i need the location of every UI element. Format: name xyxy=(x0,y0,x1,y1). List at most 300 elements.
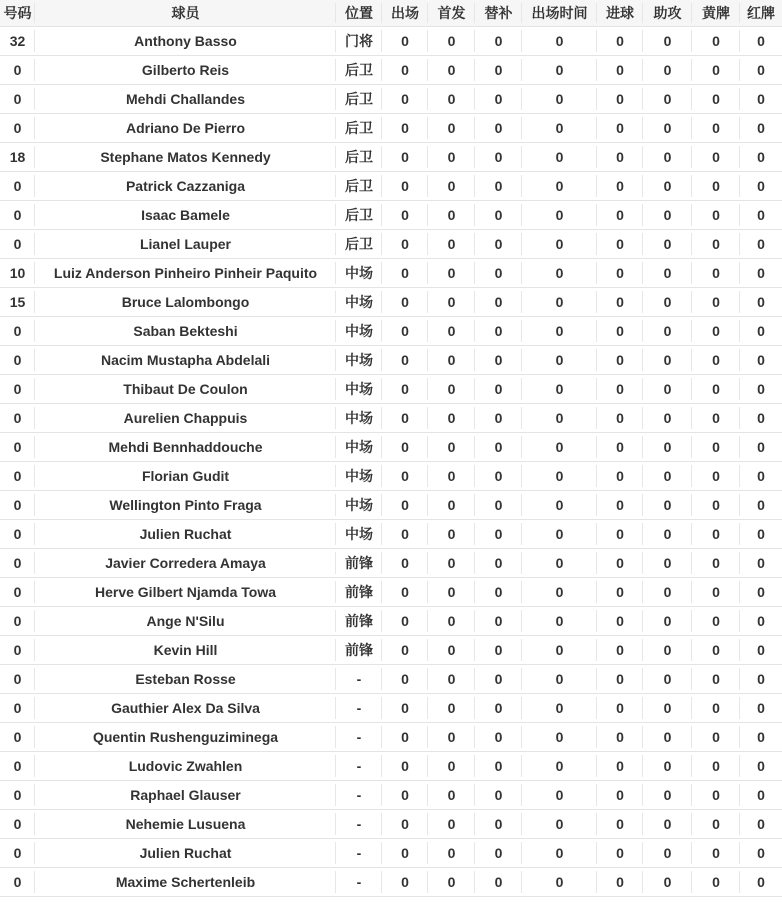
stat-substitute-cell: 0 xyxy=(475,142,522,171)
player-number-cell: 0 xyxy=(0,345,35,374)
stat-substitute-cell: 0 xyxy=(475,838,522,867)
player-position-cell: 中场 xyxy=(336,461,382,490)
player-position-cell: 前锋 xyxy=(336,635,382,664)
player-number-cell: 0 xyxy=(0,490,35,519)
stat-assists-cell: 0 xyxy=(643,635,692,664)
stat-substitute-cell: 0 xyxy=(475,635,522,664)
stat-starts-cell: 0 xyxy=(428,606,475,635)
stat-appearances-cell: 0 xyxy=(382,287,428,316)
player-position-cell: 后卫 xyxy=(336,142,382,171)
stat-yellow-cell: 0 xyxy=(692,258,740,287)
player-number-cell: 0 xyxy=(0,722,35,751)
table-row xyxy=(0,55,782,84)
stat-red-cell: 0 xyxy=(740,316,782,345)
stat-goals-cell: 0 xyxy=(597,519,643,548)
stat-assists-cell: 0 xyxy=(643,142,692,171)
table-row xyxy=(0,84,782,113)
stat-starts-cell: 0 xyxy=(428,26,475,55)
stat-assists-cell: 0 xyxy=(643,374,692,403)
player-position-cell: 中场 xyxy=(336,403,382,432)
stat-appearances-cell: 0 xyxy=(382,461,428,490)
stat-appearances-cell: 0 xyxy=(382,722,428,751)
stat-appearances-cell: 0 xyxy=(382,664,428,693)
stat-goals-cell: 0 xyxy=(597,258,643,287)
stat-minutes-cell: 0 xyxy=(522,519,597,548)
stat-appearances-cell: 0 xyxy=(382,229,428,258)
stat-red-cell: 0 xyxy=(740,780,782,809)
stat-goals-cell: 0 xyxy=(597,490,643,519)
stat-yellow-cell: 0 xyxy=(692,345,740,374)
stat-substitute-cell: 0 xyxy=(475,316,522,345)
stat-minutes-cell: 0 xyxy=(522,287,597,316)
stat-appearances-cell: 0 xyxy=(382,867,428,896)
stat-substitute-cell: 0 xyxy=(475,229,522,258)
stat-yellow-cell: 0 xyxy=(692,519,740,548)
stat-red-cell: 0 xyxy=(740,258,782,287)
player-number-cell: 0 xyxy=(0,809,35,838)
stat-yellow-cell: 0 xyxy=(692,838,740,867)
stat-assists-cell: 0 xyxy=(643,113,692,142)
player-number-cell: 10 xyxy=(0,258,35,287)
stat-red-cell: 0 xyxy=(740,577,782,606)
col-header-number: 号码 xyxy=(0,0,35,26)
stat-minutes-cell: 0 xyxy=(522,664,597,693)
stat-appearances-cell: 0 xyxy=(382,26,428,55)
stat-assists-cell: 0 xyxy=(643,664,692,693)
stat-minutes-cell: 0 xyxy=(522,490,597,519)
stat-yellow-cell: 0 xyxy=(692,490,740,519)
stat-yellow-cell: 0 xyxy=(692,577,740,606)
player-position-cell: - xyxy=(336,867,382,896)
stat-yellow-cell: 0 xyxy=(692,287,740,316)
player-name-cell: Ange N'Silu xyxy=(35,606,336,635)
stat-red-cell: 0 xyxy=(740,229,782,258)
player-number-cell: 0 xyxy=(0,55,35,84)
stat-yellow-cell: 0 xyxy=(692,722,740,751)
player-name-cell: Raphael Glauser xyxy=(35,780,336,809)
stat-red-cell: 0 xyxy=(740,809,782,838)
stat-starts-cell: 0 xyxy=(428,461,475,490)
stat-yellow-cell: 0 xyxy=(692,432,740,461)
stat-starts-cell: 0 xyxy=(428,142,475,171)
stat-minutes-cell: 0 xyxy=(522,751,597,780)
stat-red-cell: 0 xyxy=(740,345,782,374)
stat-red-cell: 0 xyxy=(740,461,782,490)
stat-starts-cell: 0 xyxy=(428,693,475,722)
table-header-row xyxy=(0,0,782,26)
player-position-cell: - xyxy=(336,751,382,780)
stat-goals-cell: 0 xyxy=(597,229,643,258)
player-number-cell: 0 xyxy=(0,229,35,258)
stat-appearances-cell: 0 xyxy=(382,751,428,780)
stat-assists-cell: 0 xyxy=(643,403,692,432)
player-number-cell: 0 xyxy=(0,577,35,606)
stat-red-cell: 0 xyxy=(740,722,782,751)
stat-minutes-cell: 0 xyxy=(522,142,597,171)
stat-substitute-cell: 0 xyxy=(475,722,522,751)
col-header-starts: 首发 xyxy=(428,0,475,26)
player-number-cell: 15 xyxy=(0,287,35,316)
player-number-cell: 0 xyxy=(0,780,35,809)
table-row xyxy=(0,780,782,809)
player-name-cell: Kevin Hill xyxy=(35,635,336,664)
player-position-cell: 后卫 xyxy=(336,113,382,142)
table-row xyxy=(0,229,782,258)
stat-assists-cell: 0 xyxy=(643,751,692,780)
player-position-cell: 后卫 xyxy=(336,171,382,200)
stat-yellow-cell: 0 xyxy=(692,316,740,345)
player-position-cell: 后卫 xyxy=(336,55,382,84)
stat-red-cell: 0 xyxy=(740,838,782,867)
stat-minutes-cell: 0 xyxy=(522,84,597,113)
table-row xyxy=(0,693,782,722)
player-number-cell: 0 xyxy=(0,606,35,635)
stat-substitute-cell: 0 xyxy=(475,26,522,55)
stat-assists-cell: 0 xyxy=(643,606,692,635)
table-row xyxy=(0,142,782,171)
player-position-cell: 中场 xyxy=(336,374,382,403)
stat-appearances-cell: 0 xyxy=(382,55,428,84)
table-row xyxy=(0,403,782,432)
table-row xyxy=(0,519,782,548)
player-name-cell: Stephane Matos Kennedy xyxy=(35,142,336,171)
stat-goals-cell: 0 xyxy=(597,287,643,316)
stat-minutes-cell: 0 xyxy=(522,258,597,287)
player-name-cell: Bruce Lalombongo xyxy=(35,287,336,316)
col-header-goals: 进球 xyxy=(597,0,643,26)
stat-goals-cell: 0 xyxy=(597,403,643,432)
player-number-cell: 0 xyxy=(0,519,35,548)
stat-yellow-cell: 0 xyxy=(692,780,740,809)
stat-goals-cell: 0 xyxy=(597,200,643,229)
player-name-cell: Lianel Lauper xyxy=(35,229,336,258)
stat-substitute-cell: 0 xyxy=(475,519,522,548)
stat-starts-cell: 0 xyxy=(428,374,475,403)
stat-appearances-cell: 0 xyxy=(382,780,428,809)
stat-substitute-cell: 0 xyxy=(475,113,522,142)
stat-yellow-cell: 0 xyxy=(692,635,740,664)
stat-red-cell: 0 xyxy=(740,693,782,722)
col-header-assists: 助攻 xyxy=(643,0,692,26)
player-position-cell: 中场 xyxy=(336,258,382,287)
stat-yellow-cell: 0 xyxy=(692,142,740,171)
stat-starts-cell: 0 xyxy=(428,113,475,142)
table-row xyxy=(0,867,782,896)
stat-goals-cell: 0 xyxy=(597,26,643,55)
stat-red-cell: 0 xyxy=(740,519,782,548)
player-position-cell: 门将 xyxy=(336,26,382,55)
stat-yellow-cell: 0 xyxy=(692,693,740,722)
stat-starts-cell: 0 xyxy=(428,809,475,838)
stat-red-cell: 0 xyxy=(740,403,782,432)
stat-goals-cell: 0 xyxy=(597,316,643,345)
player-name-cell: Javier Corredera Amaya xyxy=(35,548,336,577)
stat-substitute-cell: 0 xyxy=(475,287,522,316)
player-name-cell: Maxime Schertenleib xyxy=(35,867,336,896)
stat-substitute-cell: 0 xyxy=(475,461,522,490)
table-row xyxy=(0,722,782,751)
stat-appearances-cell: 0 xyxy=(382,345,428,374)
stat-substitute-cell: 0 xyxy=(475,171,522,200)
stat-starts-cell: 0 xyxy=(428,55,475,84)
player-number-cell: 0 xyxy=(0,84,35,113)
player-name-cell: Mehdi Bennhaddouche xyxy=(35,432,336,461)
stat-red-cell: 0 xyxy=(740,635,782,664)
player-number-cell: 0 xyxy=(0,867,35,896)
stat-red-cell: 0 xyxy=(740,751,782,780)
stat-assists-cell: 0 xyxy=(643,229,692,258)
player-number-cell: 0 xyxy=(0,113,35,142)
col-header-player: 球员 xyxy=(35,0,336,26)
stat-assists-cell: 0 xyxy=(643,490,692,519)
player-name-cell: Thibaut De Coulon xyxy=(35,374,336,403)
player-number-cell: 0 xyxy=(0,403,35,432)
table-row xyxy=(0,26,782,55)
stat-goals-cell: 0 xyxy=(597,664,643,693)
stat-goals-cell: 0 xyxy=(597,171,643,200)
stat-minutes-cell: 0 xyxy=(522,345,597,374)
stat-assists-cell: 0 xyxy=(643,171,692,200)
player-position-cell: - xyxy=(336,780,382,809)
table-row xyxy=(0,316,782,345)
stat-substitute-cell: 0 xyxy=(475,55,522,84)
player-name-cell: Aurelien Chappuis xyxy=(35,403,336,432)
player-position-cell: 后卫 xyxy=(336,84,382,113)
table-row xyxy=(0,751,782,780)
stat-assists-cell: 0 xyxy=(643,84,692,113)
stat-yellow-cell: 0 xyxy=(692,606,740,635)
player-number-cell: 0 xyxy=(0,838,35,867)
stat-goals-cell: 0 xyxy=(597,374,643,403)
stat-minutes-cell: 0 xyxy=(522,867,597,896)
stat-goals-cell: 0 xyxy=(597,867,643,896)
stat-goals-cell: 0 xyxy=(597,635,643,664)
player-number-cell: 0 xyxy=(0,316,35,345)
stat-yellow-cell: 0 xyxy=(692,26,740,55)
stat-starts-cell: 0 xyxy=(428,838,475,867)
stat-assists-cell: 0 xyxy=(643,693,692,722)
player-name-cell: Luiz Anderson Pinheiro Pinheir Paquito xyxy=(35,258,336,287)
stat-substitute-cell: 0 xyxy=(475,548,522,577)
table-row xyxy=(0,461,782,490)
stat-minutes-cell: 0 xyxy=(522,200,597,229)
stat-substitute-cell: 0 xyxy=(475,606,522,635)
stat-red-cell: 0 xyxy=(740,606,782,635)
stat-red-cell: 0 xyxy=(740,26,782,55)
player-position-cell: 后卫 xyxy=(336,200,382,229)
stat-assists-cell: 0 xyxy=(643,809,692,838)
stat-assists-cell: 0 xyxy=(643,722,692,751)
stat-appearances-cell: 0 xyxy=(382,635,428,664)
col-header-position: 位置 xyxy=(336,0,382,26)
player-position-cell: - xyxy=(336,664,382,693)
player-name-cell: Herve Gilbert Njamda Towa xyxy=(35,577,336,606)
player-position-cell: - xyxy=(336,838,382,867)
player-position-cell: 前锋 xyxy=(336,548,382,577)
stat-yellow-cell: 0 xyxy=(692,809,740,838)
stat-minutes-cell: 0 xyxy=(522,229,597,258)
player-name-cell: Quentin Rushenguziminega xyxy=(35,722,336,751)
stat-assists-cell: 0 xyxy=(643,577,692,606)
stat-minutes-cell: 0 xyxy=(522,113,597,142)
table-row xyxy=(0,258,782,287)
stat-starts-cell: 0 xyxy=(428,84,475,113)
player-position-cell: 中场 xyxy=(336,490,382,519)
stat-goals-cell: 0 xyxy=(597,809,643,838)
player-position-cell: 中场 xyxy=(336,287,382,316)
player-name-cell: Isaac Bamele xyxy=(35,200,336,229)
stat-appearances-cell: 0 xyxy=(382,577,428,606)
stat-yellow-cell: 0 xyxy=(692,171,740,200)
stat-appearances-cell: 0 xyxy=(382,606,428,635)
stat-starts-cell: 0 xyxy=(428,577,475,606)
table-row xyxy=(0,287,782,316)
stat-red-cell: 0 xyxy=(740,374,782,403)
table-row xyxy=(0,200,782,229)
stat-starts-cell: 0 xyxy=(428,200,475,229)
col-header-red: 红牌 xyxy=(740,0,782,26)
stat-assists-cell: 0 xyxy=(643,258,692,287)
stat-assists-cell: 0 xyxy=(643,200,692,229)
stat-substitute-cell: 0 xyxy=(475,751,522,780)
stat-minutes-cell: 0 xyxy=(522,548,597,577)
stat-red-cell: 0 xyxy=(740,142,782,171)
player-position-cell: 中场 xyxy=(336,432,382,461)
stat-appearances-cell: 0 xyxy=(382,142,428,171)
stat-appearances-cell: 0 xyxy=(382,258,428,287)
stat-appearances-cell: 0 xyxy=(382,548,428,577)
stat-assists-cell: 0 xyxy=(643,548,692,577)
stat-yellow-cell: 0 xyxy=(692,84,740,113)
table-row xyxy=(0,838,782,867)
stat-appearances-cell: 0 xyxy=(382,693,428,722)
stat-appearances-cell: 0 xyxy=(382,113,428,142)
player-number-cell: 0 xyxy=(0,432,35,461)
stat-appearances-cell: 0 xyxy=(382,838,428,867)
stat-appearances-cell: 0 xyxy=(382,432,428,461)
stat-yellow-cell: 0 xyxy=(692,229,740,258)
stat-starts-cell: 0 xyxy=(428,867,475,896)
stat-goals-cell: 0 xyxy=(597,432,643,461)
stat-red-cell: 0 xyxy=(740,113,782,142)
stat-assists-cell: 0 xyxy=(643,287,692,316)
player-name-cell: Florian Gudit xyxy=(35,461,336,490)
stat-starts-cell: 0 xyxy=(428,229,475,258)
stat-minutes-cell: 0 xyxy=(522,316,597,345)
table-row xyxy=(0,809,782,838)
stat-yellow-cell: 0 xyxy=(692,461,740,490)
stat-substitute-cell: 0 xyxy=(475,664,522,693)
stat-goals-cell: 0 xyxy=(597,345,643,374)
table-row xyxy=(0,606,782,635)
player-name-cell: Ludovic Zwahlen xyxy=(35,751,336,780)
table-row xyxy=(0,577,782,606)
player-position-cell: 中场 xyxy=(336,345,382,374)
player-name-cell: Wellington Pinto Fraga xyxy=(35,490,336,519)
stat-starts-cell: 0 xyxy=(428,432,475,461)
col-header-appearances: 出场 xyxy=(382,0,428,26)
stat-assists-cell: 0 xyxy=(643,838,692,867)
player-number-cell: 0 xyxy=(0,200,35,229)
stat-substitute-cell: 0 xyxy=(475,432,522,461)
table-row xyxy=(0,171,782,200)
stat-substitute-cell: 0 xyxy=(475,258,522,287)
stat-starts-cell: 0 xyxy=(428,258,475,287)
stat-yellow-cell: 0 xyxy=(692,867,740,896)
col-header-yellow: 黄牌 xyxy=(692,0,740,26)
player-name-cell: Saban Bekteshi xyxy=(35,316,336,345)
stat-yellow-cell: 0 xyxy=(692,113,740,142)
stat-appearances-cell: 0 xyxy=(382,519,428,548)
player-position-cell: - xyxy=(336,722,382,751)
stat-goals-cell: 0 xyxy=(597,693,643,722)
stat-goals-cell: 0 xyxy=(597,606,643,635)
stat-starts-cell: 0 xyxy=(428,751,475,780)
stat-minutes-cell: 0 xyxy=(522,171,597,200)
stat-minutes-cell: 0 xyxy=(522,577,597,606)
stat-appearances-cell: 0 xyxy=(382,171,428,200)
stat-substitute-cell: 0 xyxy=(475,577,522,606)
stat-appearances-cell: 0 xyxy=(382,200,428,229)
player-name-cell: Esteban Rosse xyxy=(35,664,336,693)
stat-appearances-cell: 0 xyxy=(382,809,428,838)
table-row xyxy=(0,345,782,374)
stat-goals-cell: 0 xyxy=(597,142,643,171)
stat-goals-cell: 0 xyxy=(597,722,643,751)
stat-starts-cell: 0 xyxy=(428,171,475,200)
player-position-cell: 后卫 xyxy=(336,229,382,258)
stat-substitute-cell: 0 xyxy=(475,403,522,432)
stat-assists-cell: 0 xyxy=(643,519,692,548)
player-position-cell: - xyxy=(336,693,382,722)
table-row xyxy=(0,664,782,693)
stat-assists-cell: 0 xyxy=(643,780,692,809)
stat-starts-cell: 0 xyxy=(428,664,475,693)
player-number-cell: 0 xyxy=(0,635,35,664)
stat-red-cell: 0 xyxy=(740,84,782,113)
stat-assists-cell: 0 xyxy=(643,26,692,55)
stat-appearances-cell: 0 xyxy=(382,403,428,432)
stat-minutes-cell: 0 xyxy=(522,722,597,751)
stat-yellow-cell: 0 xyxy=(692,374,740,403)
stat-assists-cell: 0 xyxy=(643,316,692,345)
player-position-cell: 前锋 xyxy=(336,577,382,606)
stat-starts-cell: 0 xyxy=(428,403,475,432)
stat-starts-cell: 0 xyxy=(428,635,475,664)
stat-goals-cell: 0 xyxy=(597,113,643,142)
player-number-cell: 0 xyxy=(0,374,35,403)
player-position-cell: - xyxy=(336,809,382,838)
stat-yellow-cell: 0 xyxy=(692,200,740,229)
stat-starts-cell: 0 xyxy=(428,316,475,345)
player-name-cell: Adriano De Pierro xyxy=(35,113,336,142)
stat-goals-cell: 0 xyxy=(597,84,643,113)
stat-minutes-cell: 0 xyxy=(522,606,597,635)
stat-yellow-cell: 0 xyxy=(692,55,740,84)
player-position-cell: 前锋 xyxy=(336,606,382,635)
table-row xyxy=(0,374,782,403)
player-number-cell: 0 xyxy=(0,548,35,577)
player-number-cell: 18 xyxy=(0,142,35,171)
stat-starts-cell: 0 xyxy=(428,519,475,548)
stat-minutes-cell: 0 xyxy=(522,461,597,490)
stat-substitute-cell: 0 xyxy=(475,84,522,113)
stat-minutes-cell: 0 xyxy=(522,432,597,461)
stat-minutes-cell: 0 xyxy=(522,693,597,722)
player-number-cell: 0 xyxy=(0,461,35,490)
stat-red-cell: 0 xyxy=(740,287,782,316)
stat-substitute-cell: 0 xyxy=(475,200,522,229)
